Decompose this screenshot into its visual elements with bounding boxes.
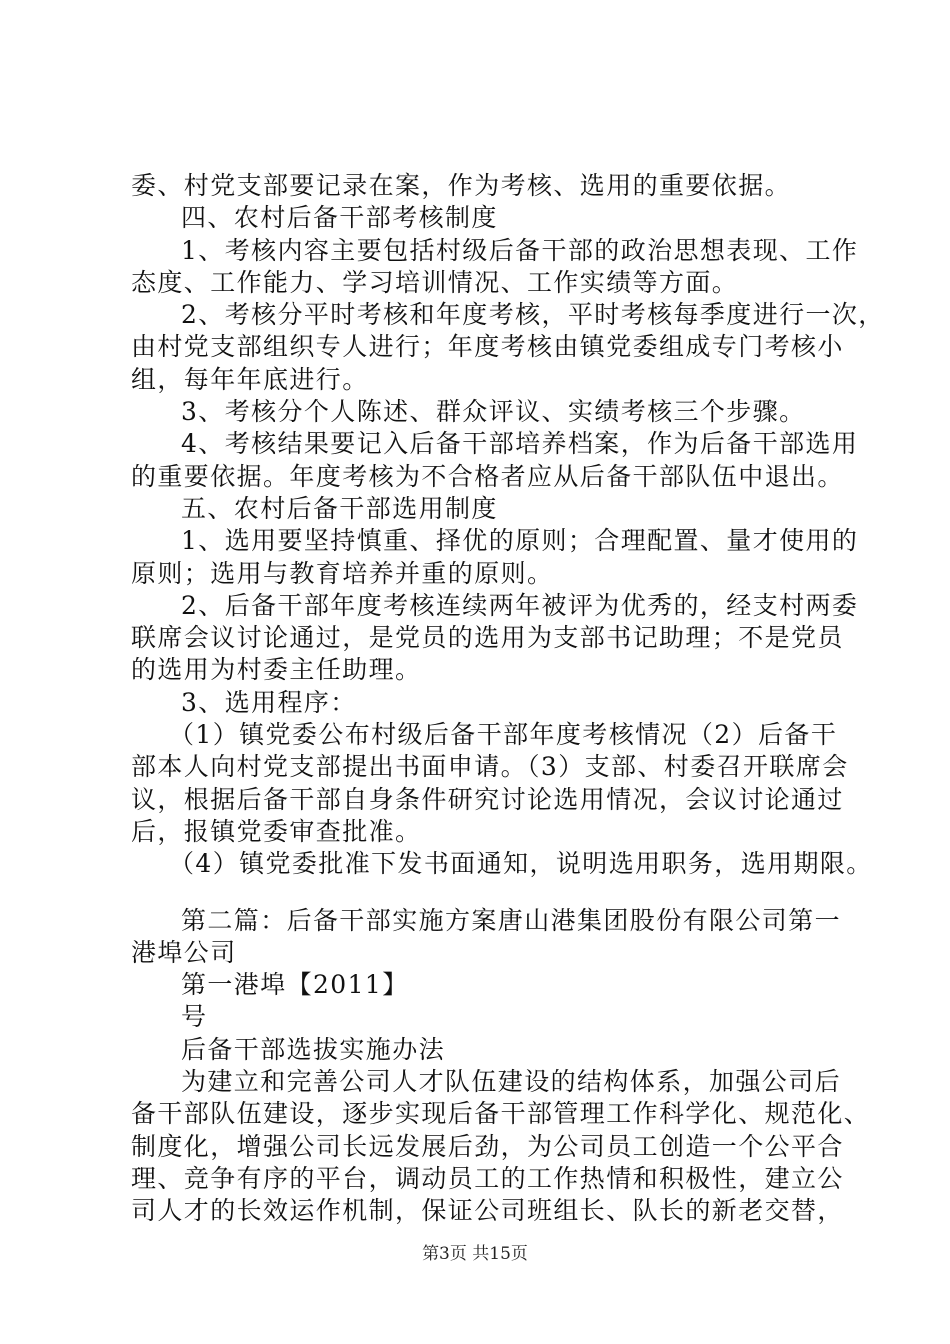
text-line: 的重要依据。年度考核为不合格者应从后备干部队伍中退出。 [131, 461, 844, 491]
chapter-title-continued: 港埠公司 [131, 937, 237, 967]
section-heading: 四、农村后备干部考核制度 [181, 203, 498, 233]
text-line: 制度化，增强公司长远发展后劲，为公司员工创造一个公平合 [131, 1131, 844, 1161]
text-line: 2、后备干部年度考核连续两年被评为优秀的，经支村两委 [181, 590, 859, 620]
text-line: 的选用为村委主任助理。 [131, 655, 422, 685]
text-line: 联席会议讨论通过，是党员的选用为支部书记助理；不是党员 [131, 623, 844, 653]
text-line: 备干部队伍建设，逐步实现后备干部管理工作科学化、规范化、 [131, 1099, 871, 1129]
section-heading: 五、农村后备干部选用制度 [181, 493, 498, 523]
text-line: （1）镇党委公布村级后备干部年度考核情况（2）后备干 [169, 720, 838, 750]
text-line: 2、考核分平时考核和年度考核，平时考核每季度进行一次， [181, 300, 885, 330]
text-line: 部本人向村党支部提出书面申请。（3）支部、村委召开联席会 [131, 752, 849, 782]
text-line: 议，根据后备干部自身条件研究讨论选用情况，会议讨论通过 [131, 784, 844, 814]
text-line: 3、选用程序： [181, 687, 357, 717]
document-subtitle: 后备干部选拔实施办法 [181, 1034, 446, 1064]
text-line: 由村党支部组织专人进行；年度考核由镇党委组成专门考核小 [131, 332, 844, 362]
chapter-title: 第二篇：后备干部实施方案唐山港集团股份有限公司第一 [181, 905, 842, 935]
text-line: 4、考核结果要记入后备干部培养档案，作为后备干部选用 [181, 429, 859, 459]
text-line: 委、村党支部要记录在案，作为考核、选用的重要依据。 [131, 171, 792, 200]
page-number-footer: 第3页 共15页 [422, 1244, 528, 1264]
document-body [131, 170, 885, 1228]
text-line: 为建立和完善公司人才队伍建设的结构体系，加强公司后 [181, 1067, 842, 1097]
text-line: 1、选用要坚持慎重、择优的原则；合理配置、量才使用的 [181, 526, 859, 556]
paragraph-gap [131, 881, 831, 905]
document-number: 第一港埠【2011】 [181, 970, 409, 1000]
text-line: 态度、工作能力、学习培训情况、工作实绩等方面。 [131, 267, 739, 297]
text-line: （4）镇党委批准下发书面通知，说明选用职务，选用期限。 [169, 849, 873, 879]
text-line: 后，报镇党委审查批准。 [131, 816, 422, 846]
text-line: 3、考核分个人陈述、群众评议、实绩考核三个步骤。 [181, 397, 806, 427]
text-line: 司人才的长效运作机制，保证公司班组长、队长的新老交替， [131, 1196, 844, 1226]
text-line: 组，每年年底进行。 [131, 364, 369, 394]
document-number-suffix: 号 [181, 1002, 208, 1032]
text-line: 理、竞争有序的平台，调动员工的工作热情和积极性，建立公 [131, 1163, 844, 1193]
text-line: 1、考核内容主要包括村级后备干部的政治思想表现、工作 [181, 235, 859, 265]
text-line: 原则；选用与教育培养并重的原则。 [131, 558, 554, 588]
